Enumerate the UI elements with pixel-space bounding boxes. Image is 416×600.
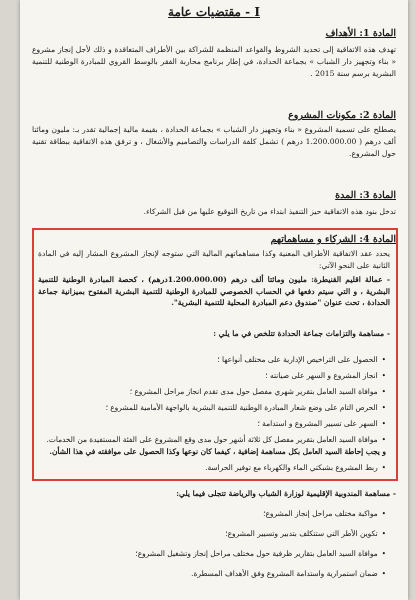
ministry-title: - مساهمة المندوبية الإقليمية لوزارة الشباب والرياضة تتجلى فيما يلي:	[176, 489, 396, 498]
article-4-contribution: - عمالة اقليم القنيطرة: مليون ومائتا ألف درهم (1.200.000.00درهم) ، كحصة المبادرة الوطنية للتنمية البشرية ، و التي سيتم دفعها في الحساب الخصوصي للمبادرة الوطنية للتنمية البشرية المفتوح بميزانية جماعة الحدادة ، تحت عنوان "صندوق دعم المبادرة المحلية للتنمية البشرية".	[38, 275, 390, 307]
document-title: I - مقتضيات عامة	[168, 5, 260, 19]
article-1-title: المادة 1: الأهداف	[325, 28, 396, 39]
ministry-item: •ضمان استمرارية واستدامة المشروع وفق الأهداف المسطرة.	[191, 569, 386, 578]
article-1-text: تهدف هذه الاتفاقية إلى تحديد الشروط والقواعد المنظمة للشراكة بين الأطراف المتعاقدة و ذلك لأجل إنجاز مشروع « بناء وتجهيز دار الشباب » بجماعة الحدادة، في إطار برنامج محاربة الفقر بالوسط القروي للمبادرة الوطنية للتنمية البشرية برسم سنة 2015 .	[32, 45, 396, 78]
box-item: •موافاة السيد العامل بتقرير شهري مفصل حول مدى تقدم انجاز مراحل المشروع ؛	[129, 387, 386, 396]
ministry-item: •تكوين الأطر التي ستتكلف بتدبير وتسيير المشروع؛	[225, 529, 386, 538]
box-item: •الحرص التام على وضع شعار المبادرة الوطنية للتنمية البشرية بالواجهة الأمامية للمشروع ؛	[105, 403, 386, 412]
ministry-item: •موافاة السيد العامل بتقارير ظرفية حول مختلف مراحل إنجاز وتشغيل المشروع؛	[135, 549, 386, 558]
article-2-title: المادة 2: مكونات المشروع	[288, 110, 396, 121]
ministry-item: •مواكبة مختلف مراحل إنجاز المشروع؛	[263, 509, 386, 518]
article-3-title: المادة 3: المدة	[335, 190, 396, 201]
box-item: •موافاة السيد العامل بتقرير مفصل كل ثلاثة أشهر حول مدى وقع المشروع على الفئة المستفيدة من الخدمات.	[46, 435, 386, 444]
document-page	[20, 0, 408, 600]
article-3-text: تدخل بنود هذه الاتفاقية حيز التنفيذ ابتداء من تاريخ التوقيع عليها من قبل الشركاء.	[143, 207, 396, 216]
box-item: •السهر على تسيير المشروع و استدامة ؛	[257, 419, 386, 428]
article-4-intro: يحدد عقد الاتفاقية الأطراف المعنية وكذا مساهماتهم المالية التي ستوجه لإنجاز المشروع المشار إليه في المادة الثانية على النحو الآتي:	[38, 249, 390, 270]
article-2-text: يصطلح على تسمية المشروع « بناء وتجهيز دار الشباب » بجماعة الحدادة ، بقيمة مالية إجمالية تقدر بـ: مليون ومائتا ألف درهم ( 1.200.000.00 درهم ) تشمل كلفة الدراسات والتصاميم والأشغال ، و ترفق هذه الاتفاقية ببطاقة تقنية حول المشروع.	[32, 125, 396, 158]
article-4-title: المادة 4: الشركاء و مساهماتهم	[270, 234, 396, 245]
box-item: •الحصول على التراخيص الإدارية على مختلف أنواعها ؛	[217, 355, 386, 364]
box-item: و يجب إحاطة السيد العامل بكل مساهمة إضافية ، كيفما كان نوعها وكذا الحصول على موافقته في هذا الشأن.	[49, 447, 386, 456]
box-item: •انجاز المشروع و السهر على صيانته ؛	[265, 371, 386, 380]
box-item: •ربط المشروع بشبكتي الماء والكهرباء مع توفير الحراسة.	[205, 463, 386, 472]
article-4-obligations-title: - مساهمة والتزامات جماعة الحدادة تتلخص في ما يلي :	[213, 329, 390, 338]
